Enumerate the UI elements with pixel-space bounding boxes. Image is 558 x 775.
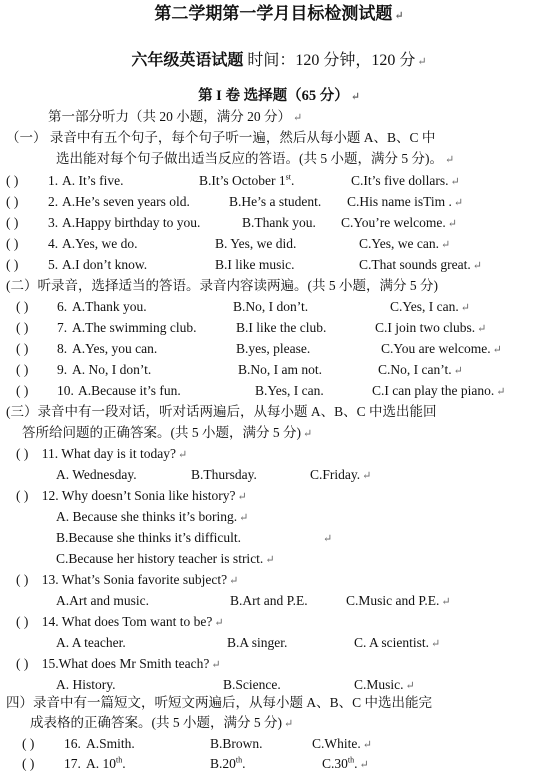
question-9: ( ) 9. A. No, I don’t. B.No, I am not. C.No, I can’t. ↵ xyxy=(16,362,463,377)
exam-title: 第二学期第一学月目标检测试题 ↵ xyxy=(154,4,404,23)
answer-blank[interactable]: ( ) xyxy=(6,194,19,209)
part3-instruction-2: 答所给问题的正确答案。(共 5 小题，满分 5 分) ↵ xyxy=(22,425,313,440)
part4-instruction: 四）录音中有一篇短文，听短文两遍后，从每小题 A、B、C 中选出能完 xyxy=(6,695,433,710)
question-14: ( ) 14. What does Tom want to be? ↵ xyxy=(16,614,224,629)
answer-blank[interactable]: ( ) xyxy=(6,257,19,272)
question-16: ( ) 16. A.Smith. B.Brown. C.White. ↵ xyxy=(22,736,372,751)
answer-blank[interactable]: ( ) xyxy=(22,756,35,771)
volume-heading: 第 I 卷 选择题（65 分） ↵ xyxy=(198,88,360,104)
answer-blank[interactable]: ( ) xyxy=(16,614,29,629)
question-5: ( ) 5. A.I don’t know. B.I like music. C.That sounds great. ↵ xyxy=(6,257,482,272)
question-17: ( ) 17. A. 10th. B.20th. C.30th. ↵ xyxy=(22,755,369,771)
answer-blank[interactable]: ( ) xyxy=(16,446,29,461)
part4-instruction-2: 成表格的正确答案。(共 5 小题，满分 5 分) ↵ xyxy=(30,715,294,730)
question-15: ( ) 15.What does Mr Smith teach? ↵ xyxy=(16,656,221,671)
question-10: ( ) 10. A.Because it’s fun. B.Yes, I can. C.I can play the piano. ↵ xyxy=(16,383,506,398)
question-11: ( ) 11. What day is it today? ↵ xyxy=(16,446,188,461)
answer-blank[interactable]: ( ) xyxy=(16,320,29,335)
question-13: ( ) 13. What’s Sonia favorite subject? ↵ xyxy=(16,572,239,587)
question-12: ( ) 12. Why doesn’t Sonia like history? ↵ xyxy=(16,488,247,503)
time-label: 时间：120 分钟，120 分 xyxy=(247,52,416,69)
answer-blank[interactable]: ( ) xyxy=(22,736,35,751)
options-11: A. Wednesday. B.Thursday. C.Friday. ↵ xyxy=(56,467,372,482)
part3-instruction: (三）录音中有一段对话，听对话两遍后，从每小题 A、B、C 中选出能回 xyxy=(6,404,437,419)
listening-heading: 第一部分听力（共 20 小题，满分 20 分） ↵ xyxy=(48,109,303,124)
question-1: ( ) 1. A. It’s five. B.It’s October 1st. C.It’s five dollars. ↵ xyxy=(6,172,460,188)
option-12c: C.Because her history teacher is strict. ↵ xyxy=(56,551,275,566)
question-3: ( ) 3. A.Happy birthday to you. B.Thank you. C.You’re welcome. ↵ xyxy=(6,215,457,230)
question-8: ( ) 8. A.Yes, you can. B.yes, please. C.You are welcome. ↵ xyxy=(16,341,502,356)
part1-instruction: （一） 录音中有五个句子，每个句子听一遍，然后从每小题 A、B、C 中 xyxy=(6,130,436,145)
answer-blank[interactable]: ( ) xyxy=(6,215,19,230)
answer-blank[interactable]: ( ) xyxy=(16,656,29,671)
answer-blank[interactable]: ( ) xyxy=(16,383,29,398)
answer-blank[interactable]: ( ) xyxy=(6,236,19,251)
answer-blank[interactable]: ( ) xyxy=(16,572,29,587)
options-13: A.Art and music. B.Art and P.E. C.Music and P.E. ↵ xyxy=(56,593,451,608)
question-7: ( ) 7. A.The swimming club. B.I like the club. C.I join two clubs. ↵ xyxy=(16,320,487,335)
part1-instruction-2: 选出能对每个句子做出适当反应的答语。(共 5 小题，满分 5 分)。 ↵ xyxy=(56,151,455,166)
option-12b: B.Because she thinks it’s difficult. ↵ xyxy=(56,530,333,545)
exam-subtitle: 六年级英语试题 时间：120 分钟，120 分 ↵ xyxy=(131,52,427,69)
options-14: A. A teacher. B.A singer. C. A scientist. ↵ xyxy=(56,635,441,650)
options-15: A. History. B.Science. C.Music. ↵ xyxy=(56,677,415,692)
answer-blank[interactable]: ( ) xyxy=(16,488,29,503)
subject-label: 六年级英语试题 xyxy=(131,52,244,69)
question-4: ( ) 4. A.Yes, we do. B. Yes, we did. C.Yes, we can. ↵ xyxy=(6,236,451,251)
answer-blank[interactable]: ( ) xyxy=(16,362,29,377)
question-6: ( ) 6. A.Thank you. B.No, I don’t. C.Yes, I can. ↵ xyxy=(16,299,470,314)
question-2: ( ) 2. A.He’s seven years old. B.He’s a student. C.His name isTim . ↵ xyxy=(6,194,464,209)
part2-instruction: (二）听录音，选择适当的答语。录音内容读两遍。(共 5 小题，满分 5 分) xyxy=(6,278,438,293)
answer-blank[interactable]: ( ) xyxy=(16,341,29,356)
answer-blank[interactable]: ( ) xyxy=(16,299,29,314)
option-12a: A. Because she thinks it’s boring. ↵ xyxy=(56,509,249,524)
answer-blank[interactable]: ( ) xyxy=(6,173,19,188)
